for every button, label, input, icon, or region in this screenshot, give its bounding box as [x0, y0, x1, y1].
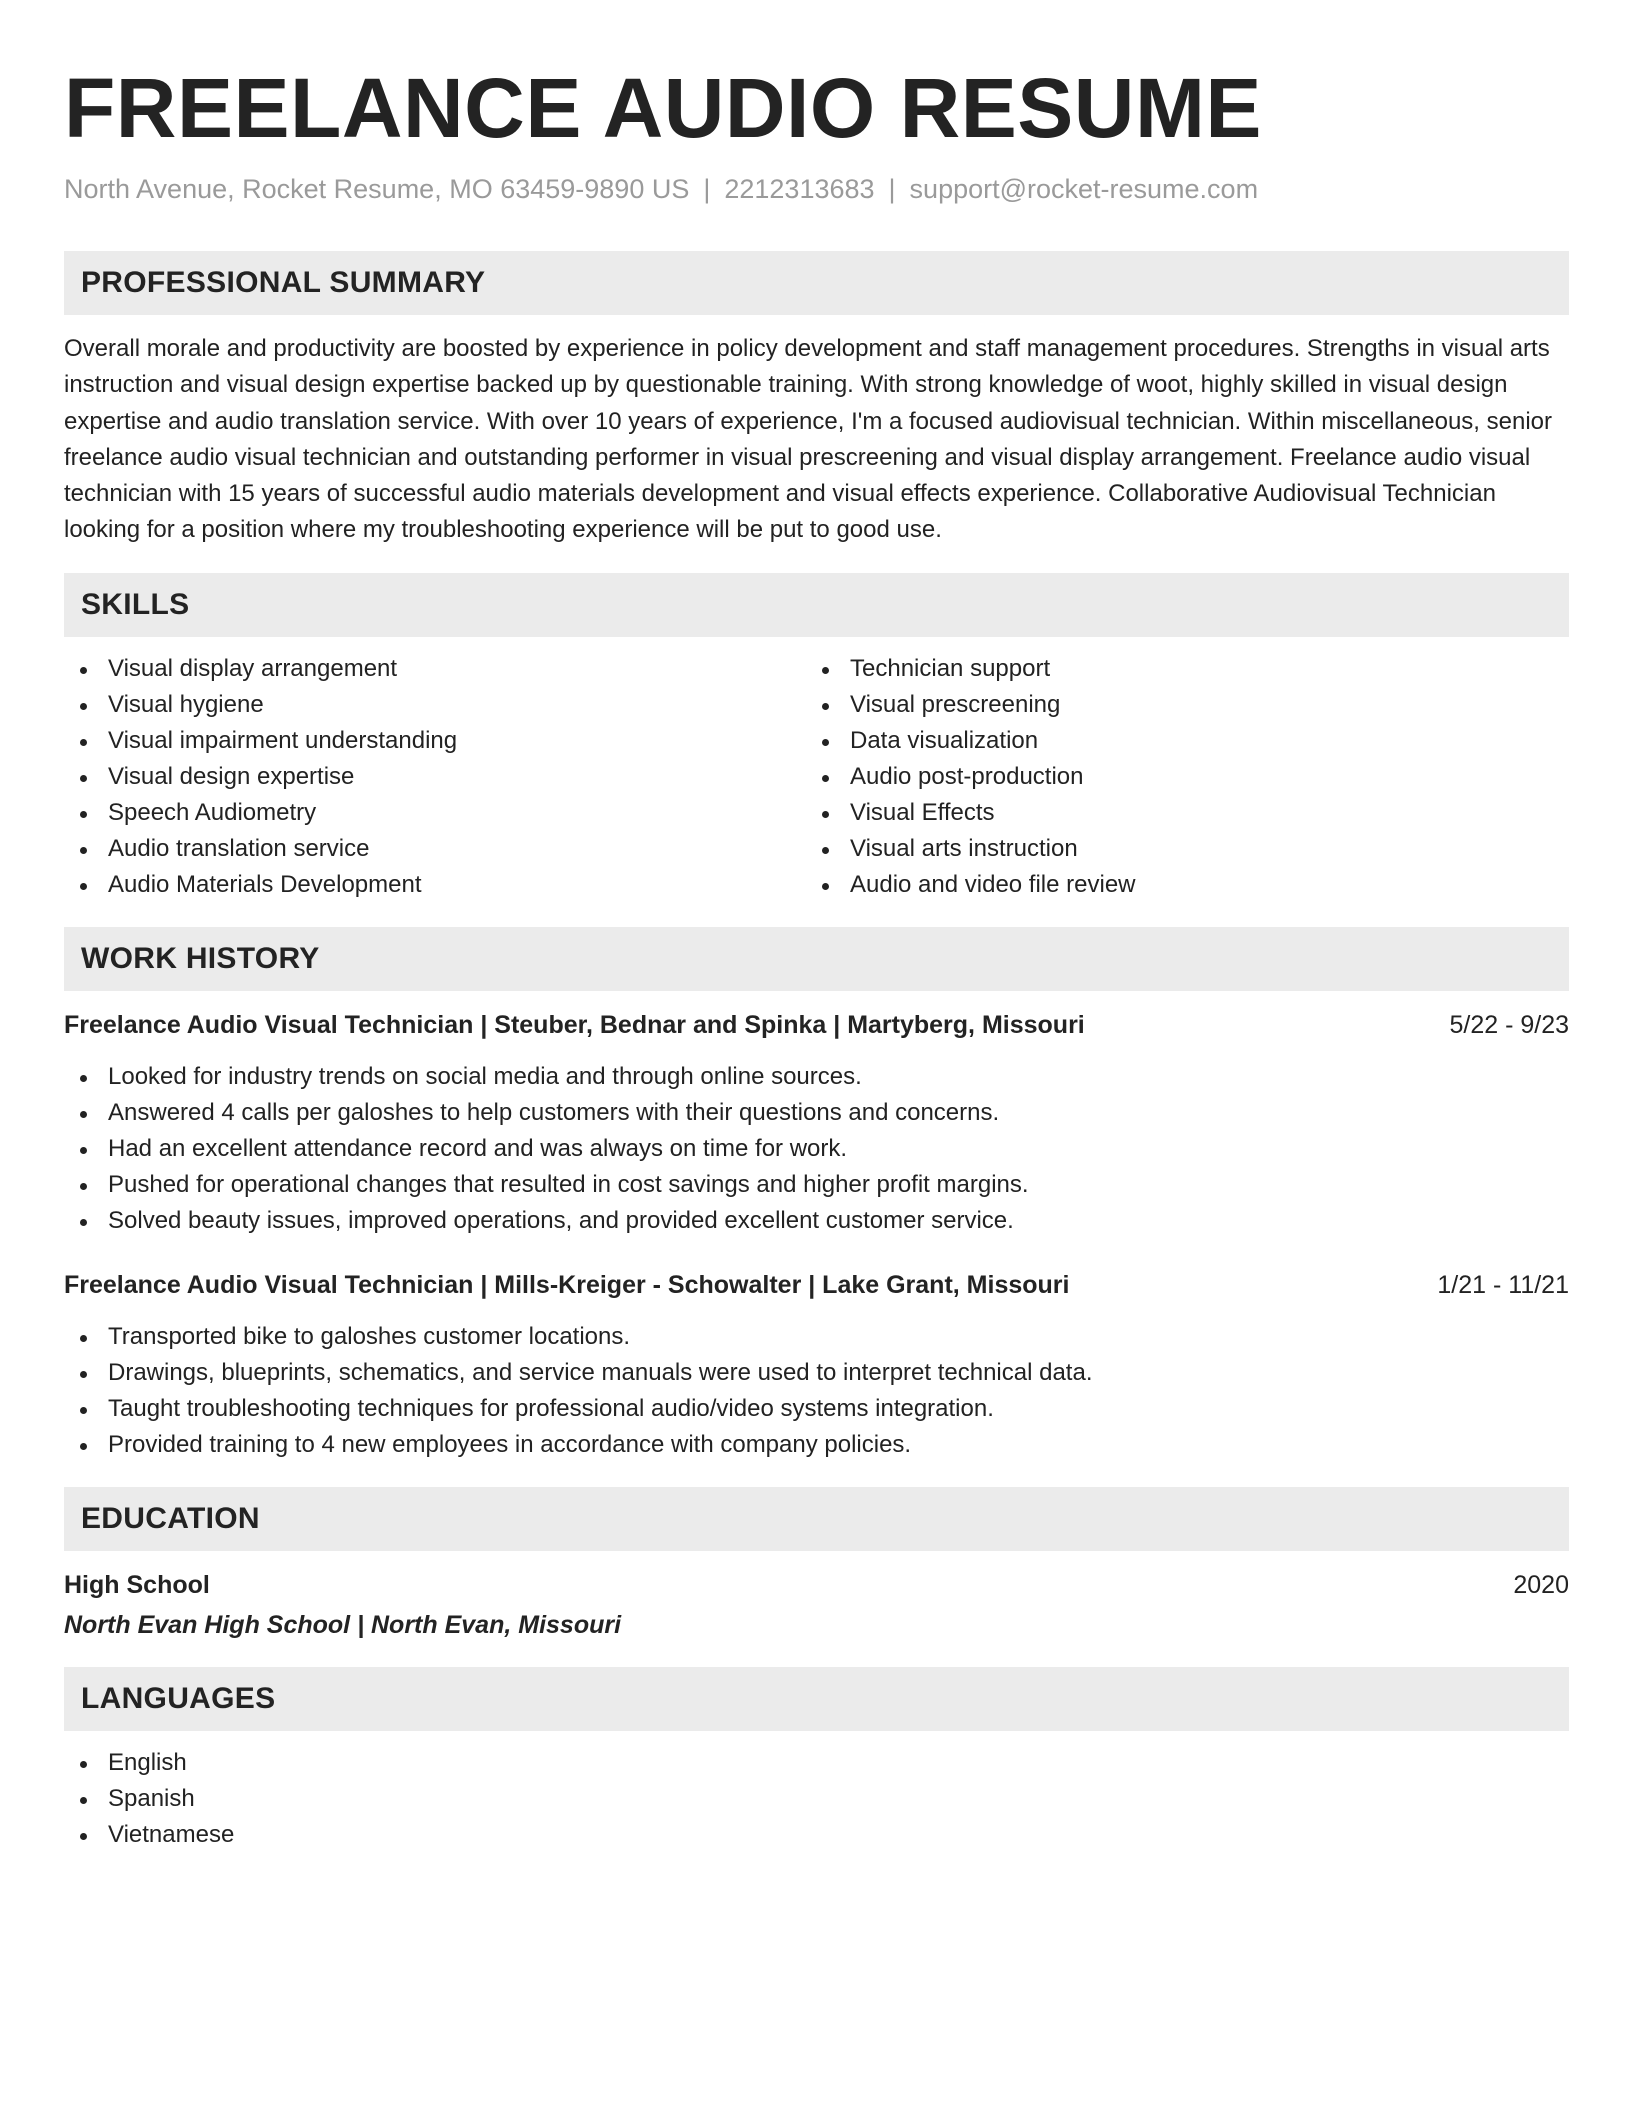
language-item: English [64, 1745, 1569, 1781]
section-header-skills: SKILLS [64, 573, 1569, 637]
education-year: 2020 [1513, 1570, 1569, 1599]
job-bullet: Drawings, blueprints, schematics, and service manuals were used to interpret technical data. [64, 1355, 1569, 1391]
section-header-summary: PROFESSIONAL SUMMARY [64, 251, 1569, 315]
section-header-education: EDUCATION [64, 1487, 1569, 1551]
skill-item: Technician support [806, 651, 1548, 687]
skill-item: Visual display arrangement [64, 651, 806, 687]
job-title: Freelance Audio Visual Technician | Steuber, Bednar and Spinka | Martyberg, Missouri [64, 1010, 1085, 1039]
contact-separator: | [888, 174, 896, 204]
section-header-languages: LANGUAGES [64, 1667, 1569, 1731]
contact-line [64, 172, 1569, 206]
contact-phone: 2212313683 [724, 174, 875, 204]
contact-address: North Avenue, Rocket Resume, MO 63459-9890 US [64, 174, 690, 204]
skill-item: Visual impairment understanding [64, 723, 806, 759]
skill-item: Audio Materials Development [64, 867, 806, 903]
job-entry [64, 1007, 1569, 1239]
job-bullet: Pushed for operational changes that resulted in cost savings and higher profit margins. [64, 1167, 1569, 1203]
skill-item: Audio post-production [806, 759, 1548, 795]
language-item: Vietnamese [64, 1817, 1569, 1853]
job-entry [64, 1267, 1569, 1463]
job-header [64, 1007, 1569, 1043]
job-bullet: Solved beauty issues, improved operations, and provided excellent customer service. [64, 1203, 1569, 1239]
job-bullets [64, 1319, 1569, 1463]
job-bullet: Taught troubleshooting techniques for professional audio/video systems integration. [64, 1391, 1569, 1427]
education-degree: High School [64, 1570, 210, 1599]
summary-text: Overall morale and productivity are boosted by experience in policy development and staff management procedures. Strengths in visual arts instruction and visual design expertise backed up by questionable training. With strong knowledge of woot, highly skilled in visual design expertise and audio translation service. With over 10 years of experience, I'm a focused audiovisual technician. Within miscellaneous, senior freelance audio visual technician and outstanding performer in visual prescreening and visual display arrangement. Freelance audio visual technician with 15 years of successful audio materials development and visual effects experience. Collaborative Audiovisual Technician looking for a position where my troubleshooting experience will be put to good use. [64, 335, 1553, 544]
job-title: Freelance Audio Visual Technician | Mills-Kreiger - Schowalter | Lake Grant, Missouri [64, 1270, 1070, 1299]
skill-item: Audio and video file review [806, 867, 1548, 903]
job-bullet: Provided training to 4 new employees in accordance with company policies. [64, 1427, 1569, 1463]
skill-item: Visual arts instruction [806, 831, 1548, 867]
job-dates: 1/21 - 11/21 [1437, 1270, 1569, 1299]
skills-list [64, 651, 1569, 903]
job-bullets [64, 1059, 1569, 1239]
skill-item: Visual design expertise [64, 759, 806, 795]
job-bullet: Had an excellent attendance record and was always on time for work. [64, 1131, 1569, 1167]
language-item: Spanish [64, 1781, 1569, 1817]
skill-item: Visual Effects [806, 795, 1548, 831]
job-header [64, 1267, 1569, 1303]
job-dates: 5/22 - 9/23 [1449, 1010, 1569, 1039]
job-bullet: Answered 4 calls per galoshes to help customers with their questions and concerns. [64, 1095, 1569, 1131]
skill-item: Data visualization [806, 723, 1548, 759]
languages-list [64, 1745, 1569, 1853]
contact-email: support@rocket-resume.com [909, 174, 1259, 204]
education-school: North Evan High School | North Evan, Missouri [64, 1610, 622, 1639]
job-bullet: Looked for industry trends on social media and through online sources. [64, 1059, 1569, 1095]
skills-column-left [64, 651, 806, 903]
skill-item: Speech Audiometry [64, 795, 806, 831]
contact-separator: | [703, 174, 711, 204]
education-entry [64, 1567, 1569, 1643]
skill-item: Visual hygiene [64, 687, 806, 723]
resume-name: FREELANCE AUDIO RESUME [64, 61, 1262, 155]
skills-column-right [806, 651, 1548, 903]
education-header [64, 1567, 1569, 1603]
job-bullet: Transported bike to galoshes customer locations. [64, 1319, 1569, 1355]
skill-item: Visual prescreening [806, 687, 1548, 723]
section-header-work-history: WORK HISTORY [64, 927, 1569, 991]
skill-item: Audio translation service [64, 831, 806, 867]
